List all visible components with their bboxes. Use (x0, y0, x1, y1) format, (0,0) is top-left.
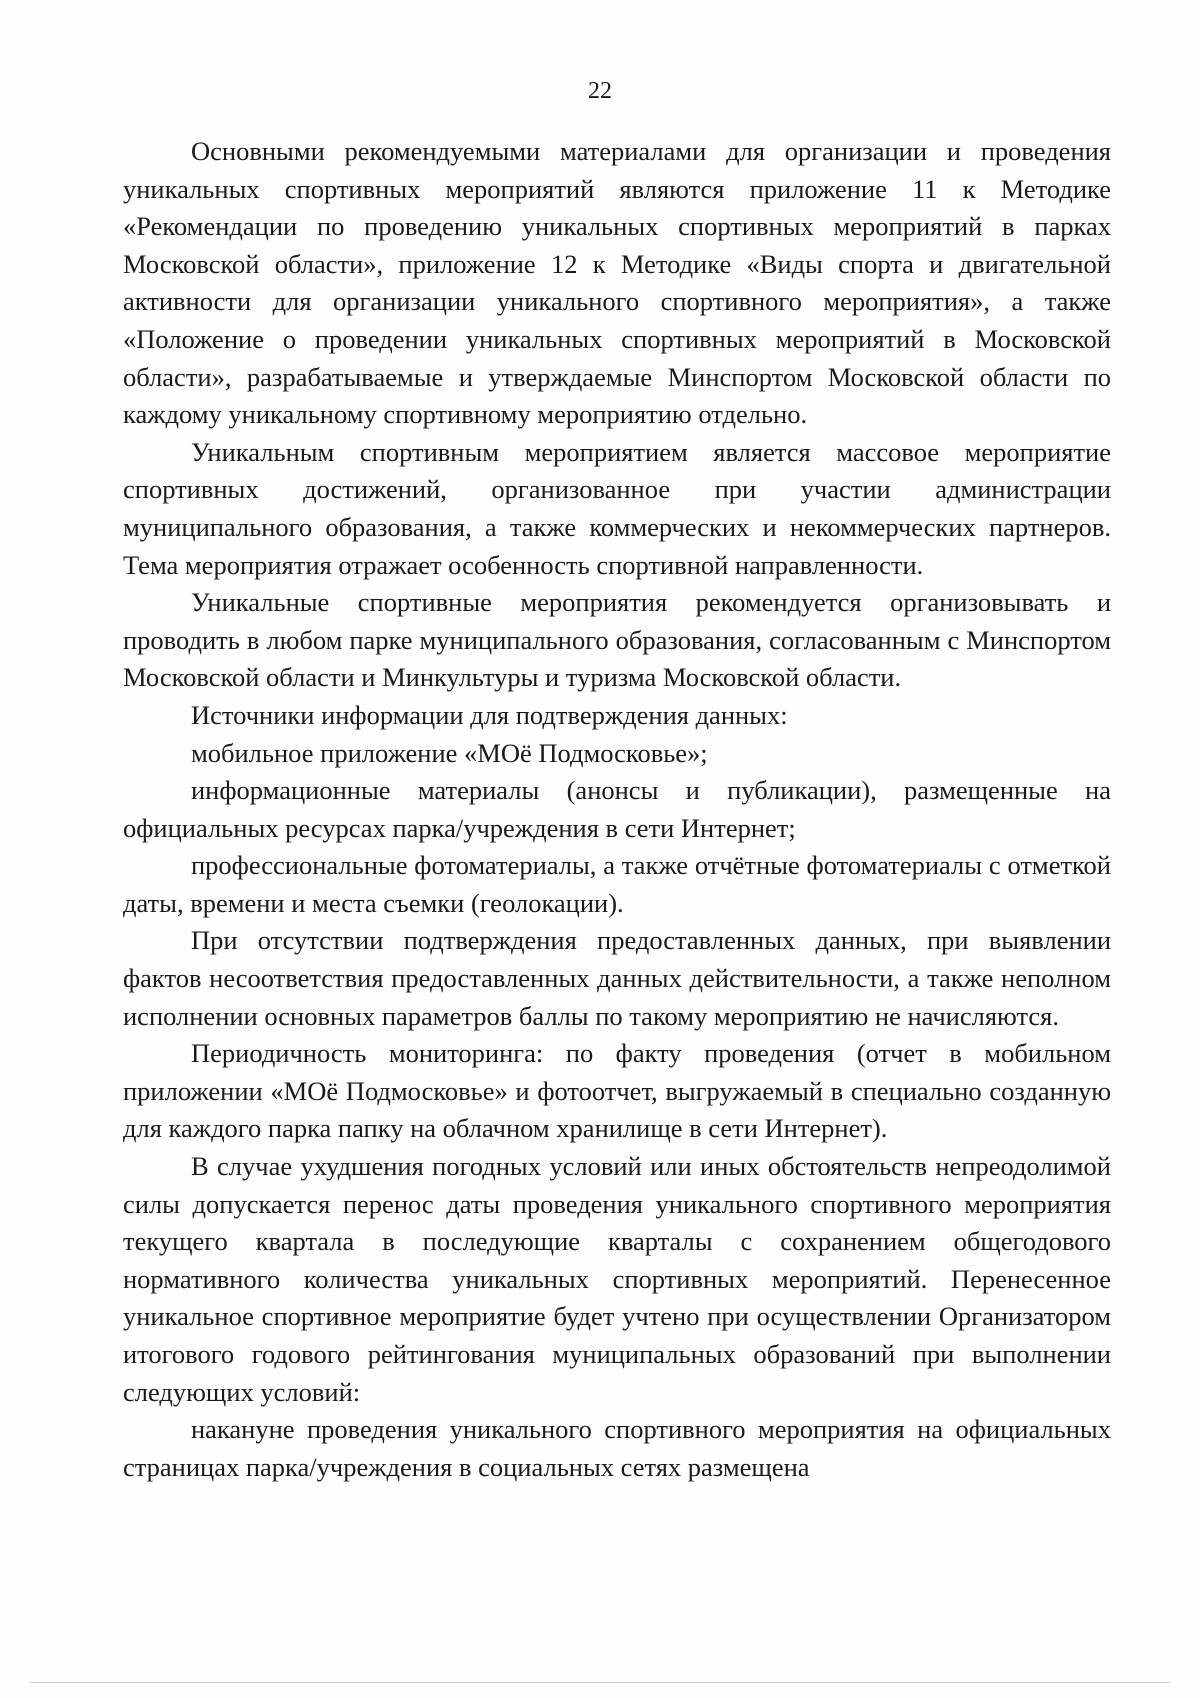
paragraph-weather-postponement: В случае ухудшения погодных условий или иных обстоятельств непреодолимой силы допускается перенос даты проведения уникального спортивного мероприятия текущего квартала в последующие кварталы с сохранением общегодового нормативного количества уникальных спортивных мероприятий. Перенесенное уникальное спортивное мероприятие будет учтено при осуществлении Организатором итогового годового рейтингования муниципальных образований при выполнении следующих условий: (123, 1151, 1111, 1407)
page-bottom-edge (30, 1682, 1170, 1683)
paragraph-monitoring-frequency: Периодичность мониторинга: по факту проведения (отчет в мобильном приложении «МОё Подмосковье» и фотоотчет, выгружаемый в специально созданную для каждого парка папку на облачном хранилище в сети Интернет). (123, 1038, 1111, 1144)
page-number: 22 (588, 78, 612, 104)
paragraph-condition-announcement: накануне проведения уникального спортивного мероприятия на официальных страницах парка/учреждения в социальных сетях размещена (123, 1414, 1111, 1482)
paragraph-no-confirmation: При отсутствии подтверждения предоставленных данных, при выявлении фактов несоответствия предоставленных данных действительности, а также неполном исполнении основных параметров баллы по такому мероприятию не начисляются. (123, 925, 1111, 1031)
paragraph-event-location: Уникальные спортивные мероприятия рекомендуется организовывать и проводить в любом парке муниципального образования, согласованным с Минспортом Московской области и Минкультуры и туризма Московской области. (123, 587, 1111, 693)
paragraph-source-info-materials: информационные материалы (анонсы и публикации), размещенные на официальных ресурсах парка/учреждения в сети Интернет; (123, 775, 1111, 843)
paragraph-info-sources-heading: Источники информации для подтверждения данных: (191, 699, 788, 730)
document-body (123, 133, 1111, 1486)
paragraph-unique-event-definition: Уникальным спортивным мероприятием является массовое мероприятие спортивных достижений, организованное при участии администрации муниципального образования, а также коммерческих и некоммерческих партнеров. Тема мероприятия отражает особенность спортивной направленности. (123, 436, 1111, 580)
paragraph-recommended-materials: Основными рекомендуемыми материалами для организации и проведения уникальных спортивных мероприятий являются приложение 11 к Методике «Рекомендации по проведению уникальных спортивных мероприятий в парках Московской области», приложение 12 к Методике «Виды спорта и двигательной активности для организации уникального спортивного мероприятия», а также «Положение о проведении уникальных спортивных мероприятий в Московской области», разрабатываемые и утверждаемые Минспортом Московской области по каждому уникальному спортивному мероприятию отдельно. (123, 136, 1111, 430)
paragraph-source-mobile-app: мобильное приложение «МОё Подмосковье»; (191, 737, 708, 768)
paragraph-source-photo-materials: профессиональные фотоматериалы, а также отчётные фотоматериалы с отметкой даты, времени и места съемки (геолокации). (123, 850, 1111, 918)
